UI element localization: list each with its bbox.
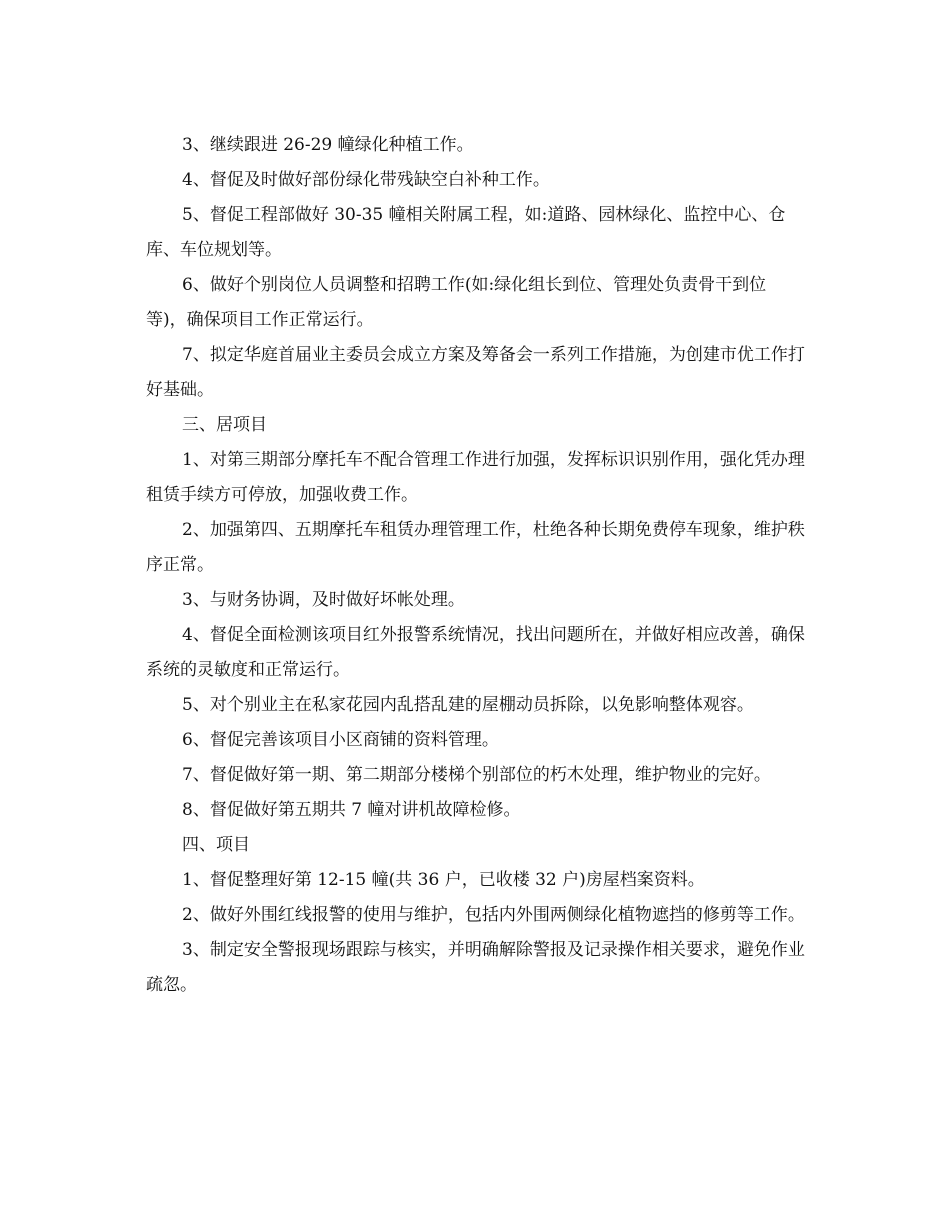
section-heading: 三、居项目 (182, 415, 267, 435)
list-item: 2、做好外围红线报警的使用与维护，包括内外围两侧绿化植物遮挡的修剪等工作。 (182, 905, 805, 925)
list-item: 4、督促及时做好部份绿化带残缺空白补种工作。 (182, 170, 550, 190)
list-item: 1、对第三期部分摩托车不配合管理工作进行加强，发挥标识识别作用，强化凭办理租赁手续方可停放，加强收费工作。 (146, 450, 805, 505)
list-item: 1、督促整理好第 12-15 幢(共 36 户，已收楼 32 户)房屋档案资料。 (182, 870, 705, 890)
list-item: 3、与财务协调，及时做好坏帐处理。 (182, 590, 465, 610)
list-item: 7、督促做好第一期、第二期部分楼梯个别部位的朽木处理，维护物业的完好。 (182, 765, 771, 785)
list-item: 7、拟定华庭首届业主委员会成立方案及筹备会一系列工作措施，为创建市优工作打好基础。 (146, 345, 805, 400)
list-item: 6、督促完善该项目小区商铺的资料管理。 (182, 730, 499, 750)
section-heading: 四、项目 (182, 835, 250, 855)
list-item: 8、督促做好第五期共 7 幢对讲机故障检修。 (182, 800, 521, 820)
document-body (146, 128, 806, 1003)
list-item: 3、制定安全警报现场跟踪与核实，并明确解除警报及记录操作相关要求，避免作业疏忽。 (146, 940, 805, 995)
list-item: 3、继续跟进 26-29 幢绿化种植工作。 (182, 135, 474, 155)
list-item: 4、督促全面检测该项目红外报警系统情况，找出问题所在，并做好相应改善，确保系统的灵敏度和正常运行。 (146, 625, 805, 680)
list-item: 2、加强第四、五期摩托车租赁办理管理工作，杜绝各种长期免费停车现象，维护秩序正常。 (146, 520, 805, 575)
list-item: 5、对个别业主在私家花园内乱搭乱建的屋棚动员拆除，以免影响整体观容。 (182, 695, 754, 715)
list-item: 5、督促工程部做好 30-35 幢相关附属工程，如:道路、园林绿化、监控中心、仓库、车位规划等。 (146, 205, 786, 260)
list-item: 6、做好个别岗位人员调整和招聘工作(如:绿化组长到位、管理处负责骨干到位等)，确保项目工作正常运行。 (146, 275, 767, 330)
